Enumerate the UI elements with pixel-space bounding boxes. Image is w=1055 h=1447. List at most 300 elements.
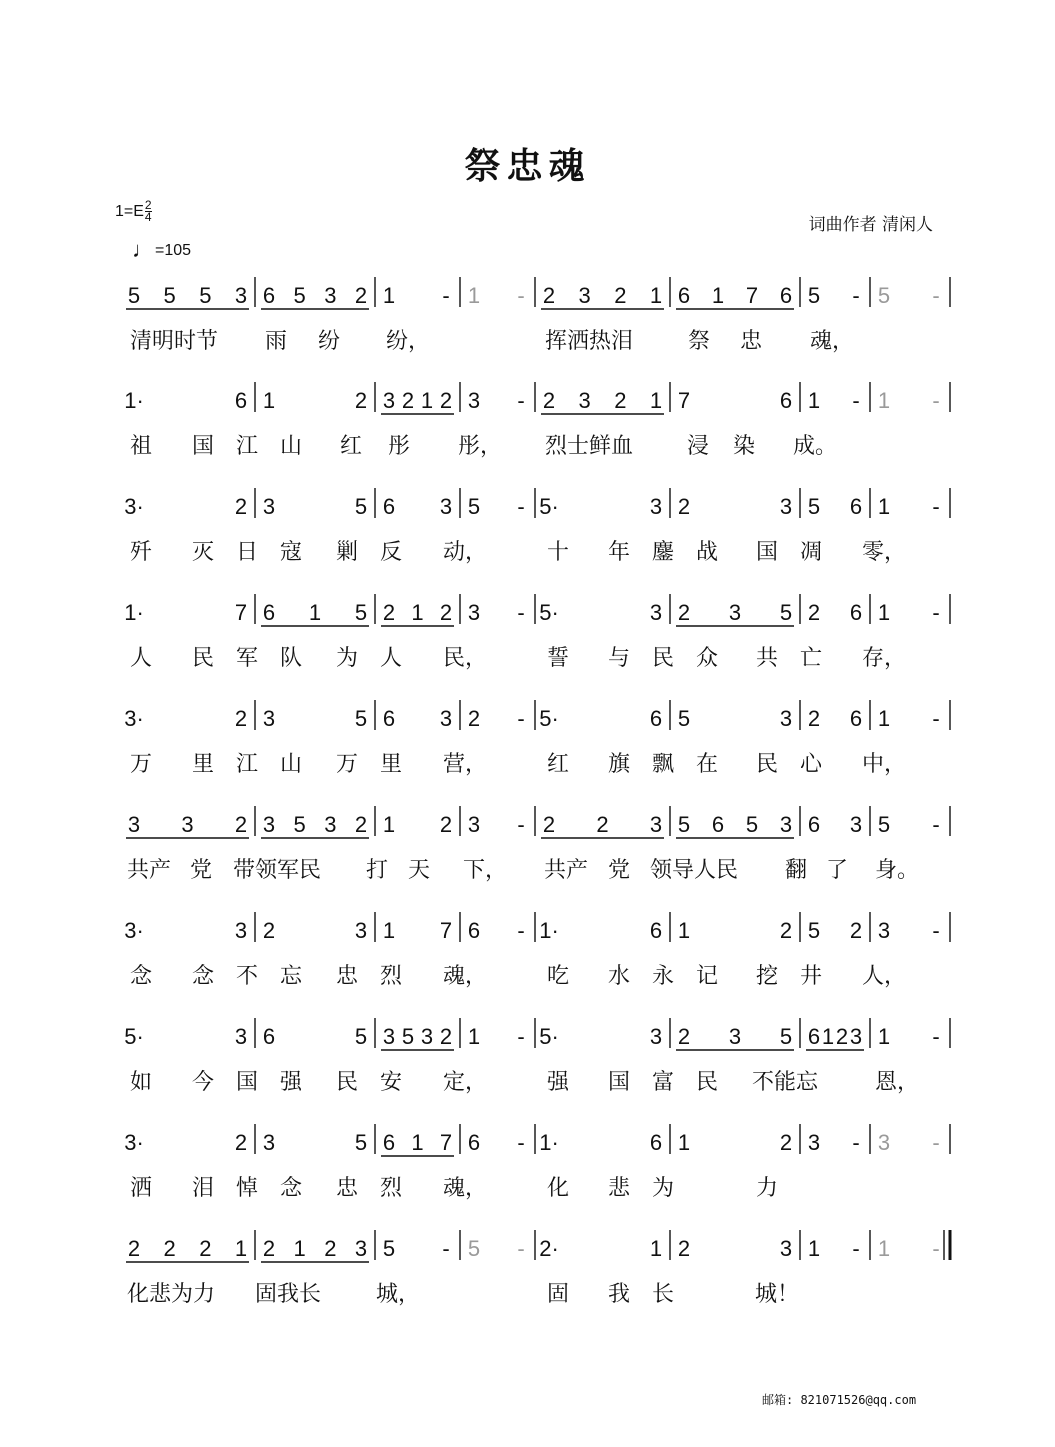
lyric: 记 (696, 964, 719, 989)
note: 2 (324, 1236, 337, 1261)
note: 5 (127, 283, 141, 308)
note: 3 (578, 388, 591, 413)
lyric: 江 (236, 752, 259, 777)
note: - (932, 812, 940, 837)
score-row (126, 1230, 950, 1307)
lyric: 忠 (740, 329, 763, 354)
score-row (126, 806, 950, 883)
lyric: 下， (463, 858, 508, 883)
note: 3 (382, 388, 396, 413)
note: 3 (234, 918, 248, 943)
note: 3 (779, 494, 793, 519)
note: - (442, 283, 450, 308)
lyric: 为 (336, 646, 359, 671)
note: 2 (262, 918, 276, 943)
lyric: 领导人民 (650, 858, 739, 883)
note: 1 (420, 388, 434, 413)
lyric: 富 (652, 1070, 675, 1095)
email-contact: 邮箱: 821071526@qq.com (762, 1393, 917, 1407)
lyric: 国 (608, 1070, 631, 1095)
lyric: 长 (652, 1282, 675, 1307)
note: 1 (877, 600, 891, 625)
note: 2 (677, 494, 691, 519)
note: 1 (262, 388, 276, 413)
lyric: 忘 (280, 964, 303, 989)
lyric: 彤 (388, 434, 411, 459)
note: - (852, 1130, 860, 1155)
lyric: 忠 (336, 1176, 359, 1201)
note: 1 (649, 388, 663, 413)
note: 5 (677, 812, 691, 837)
lyric: 亡 (800, 646, 823, 671)
lyric: 如 (130, 1070, 153, 1095)
note: - (517, 1130, 525, 1155)
note: 6 (467, 918, 481, 943)
lyric: 成。 (793, 434, 838, 459)
note: 5 (807, 918, 821, 943)
note: 3 (382, 1024, 396, 1049)
note: 3 (354, 1236, 368, 1261)
note: - (932, 1236, 940, 1261)
note: - (932, 494, 940, 519)
lyric: 念 (130, 964, 153, 989)
note: 2 (234, 494, 248, 519)
lyric: 众 (696, 646, 719, 671)
lyric: 国 (192, 434, 215, 459)
note: 1 (411, 600, 424, 625)
lyric: 反 (380, 540, 403, 565)
note: 3 (262, 812, 276, 837)
key-label: 1=E (115, 202, 144, 220)
note: - (517, 918, 525, 943)
note: 2 (401, 388, 415, 413)
lyric: 民 (336, 1070, 359, 1095)
lyric: 民， (443, 646, 488, 671)
note: 2 (354, 283, 368, 308)
score-row (124, 594, 950, 671)
note: 6 (677, 283, 691, 308)
note: - (932, 283, 940, 308)
lyric: 强 (280, 1070, 303, 1095)
note: - (932, 388, 940, 413)
lyric: 魂， (443, 1176, 488, 1201)
lyric: 今 (192, 1070, 215, 1095)
lyric: 鏖 (652, 540, 675, 565)
note: 6 (382, 494, 396, 519)
note: 2 (354, 812, 368, 837)
lyric: 战 (696, 540, 719, 565)
note: 1 (234, 1236, 248, 1261)
lyric: 烈士鲜血 (545, 434, 634, 459)
note: 5 (354, 1024, 368, 1049)
note: 5 (779, 1024, 793, 1049)
note: 2 (234, 1130, 248, 1155)
lyric: 忠 (336, 964, 359, 989)
note: 3 (849, 812, 863, 837)
lyric: 党 (608, 858, 631, 883)
note: 3 (807, 1130, 821, 1155)
note: 2 (199, 1236, 212, 1261)
note: 1 (382, 812, 396, 837)
note: 3 (649, 1024, 663, 1049)
note: 2 (127, 1236, 141, 1261)
lyric: 雨 (265, 329, 288, 354)
lyric: 十 (547, 540, 570, 565)
note: 6 (467, 1130, 481, 1155)
note: 1 (467, 283, 481, 308)
note: 2 (807, 706, 821, 731)
lyric: 烈 (380, 964, 403, 989)
note: 5 (467, 494, 481, 519)
note: 1· (539, 918, 559, 943)
note: 1 (467, 1024, 481, 1049)
lyric: 里 (192, 752, 215, 777)
tempo-value: =105 (155, 242, 192, 259)
lyric: 歼 (130, 540, 153, 565)
note: 5· (539, 600, 559, 625)
note: 1 (877, 388, 891, 413)
note: 3 (649, 494, 663, 519)
lyric: 年 (608, 540, 631, 565)
lyric: 城， (376, 1282, 421, 1307)
lyric: 共产 (544, 858, 589, 883)
lyric: 动， (443, 540, 488, 565)
note: 5 (877, 283, 891, 308)
note: 5 (677, 706, 691, 731)
note: 2· (539, 1236, 559, 1261)
lyric: 在 (696, 752, 719, 777)
lyric: 彤， (458, 434, 503, 459)
note: 3 (439, 494, 453, 519)
lyric: 红 (340, 434, 363, 459)
note: 5 (807, 283, 821, 308)
lyric: 挖 (756, 964, 779, 989)
note: 3 (234, 1024, 248, 1049)
lyric: 安 (380, 1070, 403, 1095)
lyric: 不能忘 (752, 1070, 819, 1095)
time-signature-top: 2 (144, 198, 152, 212)
author-credit: 词曲作者 清闲人 (808, 215, 933, 235)
note: 1 (649, 1236, 663, 1261)
score-row (124, 1124, 950, 1201)
score-row (124, 382, 950, 459)
lyric: 天 (408, 858, 431, 883)
lyric: 民 (756, 752, 779, 777)
lyric: 零， (862, 540, 907, 565)
note: 2 (614, 388, 627, 413)
lyric: 强 (547, 1070, 570, 1095)
lyric: 灭 (192, 540, 215, 565)
score-row (124, 700, 950, 777)
note: - (517, 706, 525, 731)
note: 2 (542, 812, 556, 837)
lyric: 了 (826, 858, 849, 883)
note: - (442, 1236, 450, 1261)
note: 5 (354, 1130, 368, 1155)
note: 2 (677, 600, 691, 625)
note: 2 (835, 1024, 849, 1049)
lyric: 队 (280, 646, 303, 671)
note: 1· (539, 1130, 559, 1155)
note: 5 (779, 600, 793, 625)
note: 5 (354, 600, 368, 625)
note: 3 (779, 1236, 793, 1261)
note: 6 (382, 706, 396, 731)
note: 3· (124, 494, 144, 519)
lyric: 飘 (652, 752, 675, 777)
note: 5· (539, 1024, 559, 1049)
lyric: 共产 (127, 858, 172, 883)
note: 6 (262, 600, 276, 625)
note: 3 (578, 283, 591, 308)
note: 1 (382, 918, 396, 943)
note: 2 (542, 283, 556, 308)
lyric: 清明时节 (130, 329, 219, 354)
note: 1 (807, 388, 821, 413)
note: 5 (163, 283, 176, 308)
lyric: 魂， (443, 964, 488, 989)
note: 5 (199, 283, 212, 308)
note: 6 (649, 918, 663, 943)
note: 6 (262, 1024, 276, 1049)
note: 2 (807, 600, 821, 625)
note: - (932, 706, 940, 731)
note: 3 (324, 812, 337, 837)
lyric: 剿 (336, 540, 359, 565)
note: - (517, 812, 525, 837)
note: 6 (849, 600, 863, 625)
lyric: 吃 (547, 964, 570, 989)
lyric: 翻 (785, 858, 808, 883)
note: 2 (542, 388, 556, 413)
note: 1 (877, 1236, 891, 1261)
note: 2 (234, 812, 248, 837)
note: 6 (779, 283, 793, 308)
note: - (517, 600, 525, 625)
song-title: 祭忠魂 (464, 146, 591, 187)
note: 5· (539, 706, 559, 731)
note: 2 (779, 1130, 793, 1155)
note: 3 (420, 1024, 434, 1049)
note: 2 (677, 1236, 691, 1261)
lyric: 染 (733, 434, 756, 459)
lyric: 寇 (280, 540, 303, 565)
lyric: 不 (236, 964, 259, 989)
lyric: 永 (652, 964, 675, 989)
note: 3 (324, 283, 337, 308)
note: 1 (382, 283, 396, 308)
lyric: 存， (862, 646, 907, 671)
note: - (517, 283, 525, 308)
note: - (517, 1236, 525, 1261)
note: 1 (877, 494, 891, 519)
note: 2 (779, 918, 793, 943)
note: 3 (728, 600, 742, 625)
note: 1 (807, 1236, 821, 1261)
note: 7 (677, 388, 691, 413)
note: 3 (849, 1024, 863, 1049)
score-row (124, 912, 950, 989)
note: - (517, 494, 525, 519)
lyric: 魂， (810, 329, 855, 354)
note: 3 (649, 812, 663, 837)
note: 5 (807, 494, 821, 519)
lyric: 化 (547, 1176, 570, 1201)
note: 6 (234, 388, 248, 413)
lyric: 凋 (800, 540, 823, 565)
lyric: 红 (547, 752, 570, 777)
note: 3 (234, 283, 248, 308)
note: 5 (382, 1236, 396, 1261)
note: 2 (234, 706, 248, 731)
lyric: 恩， (875, 1070, 920, 1095)
score-row (124, 488, 950, 565)
note: - (932, 918, 940, 943)
lyric: 固我长 (255, 1282, 322, 1307)
note: 6 (649, 1130, 663, 1155)
note: 5 (745, 812, 759, 837)
score-row (124, 1018, 950, 1095)
note: 2 (163, 1236, 176, 1261)
note: - (932, 1024, 940, 1049)
note: 6 (807, 812, 821, 837)
note: 2 (677, 1024, 691, 1049)
note: 6 (849, 494, 863, 519)
note: 1· (124, 388, 144, 413)
lyric: 万 (130, 752, 153, 777)
lyric: 浸 (687, 434, 710, 459)
note: 5 (293, 283, 306, 308)
note: - (852, 1236, 860, 1261)
lyric: 国 (236, 1070, 259, 1095)
note: 3 (127, 812, 141, 837)
note: 2 (467, 706, 481, 731)
note: 7 (439, 1130, 453, 1155)
note: 2 (596, 812, 609, 837)
note: 1 (308, 600, 322, 625)
note: 3 (649, 600, 663, 625)
note: 6 (649, 706, 663, 731)
note: 7 (234, 600, 248, 625)
note: 5 (877, 812, 891, 837)
note: 3 (877, 1130, 891, 1155)
lyric: 民 (696, 1070, 719, 1095)
lyric: 身。 (875, 858, 920, 883)
note: 3 (181, 812, 194, 837)
note: 5 (401, 1024, 415, 1049)
lyric: 山 (280, 752, 303, 777)
lyric: 井 (800, 964, 823, 989)
note: 5· (539, 494, 559, 519)
note: 1 (877, 1024, 891, 1049)
note: 1 (411, 1130, 424, 1155)
note: 3 (467, 600, 481, 625)
lyric: 人 (130, 646, 153, 671)
note: 6 (382, 1130, 396, 1155)
note: 3 (728, 1024, 742, 1049)
lyric: 打 (366, 858, 389, 883)
lyric: 祭 (688, 329, 711, 354)
note: 5 (354, 706, 368, 731)
lyric: 我 (608, 1282, 631, 1307)
note: - (517, 388, 525, 413)
lyric: 祖 (130, 434, 153, 459)
lyric: 纷， (386, 329, 431, 354)
lyric: 力 (756, 1176, 779, 1201)
lyric: 中， (862, 752, 907, 777)
note: 3 (439, 706, 453, 731)
note: 2 (439, 1024, 453, 1049)
note: 7 (439, 918, 453, 943)
lyric: 泪 (192, 1176, 215, 1201)
note: - (517, 1024, 525, 1049)
note: - (932, 600, 940, 625)
lyric: 民 (652, 646, 675, 671)
note: 3 (467, 812, 481, 837)
note: 2 (262, 1236, 276, 1261)
lyric: 固 (547, 1282, 570, 1307)
note: 2 (354, 388, 368, 413)
lyric: 人 (380, 646, 403, 671)
note: 6 (779, 388, 793, 413)
time-signature-bottom: 4 (144, 210, 152, 224)
note: 3· (124, 1130, 144, 1155)
note: 6 (807, 1024, 821, 1049)
note: 5 (293, 812, 306, 837)
note: - (852, 388, 860, 413)
note: 1 (711, 283, 725, 308)
lyric: 民 (192, 646, 215, 671)
quarter-note-icon: ♩ (132, 237, 154, 262)
lyric: 共 (756, 646, 779, 671)
note: 2 (382, 600, 396, 625)
note: 3 (262, 1130, 276, 1155)
note: 2 (439, 812, 453, 837)
note: 5· (124, 1024, 144, 1049)
note: 1 (821, 1024, 835, 1049)
lyric: 营， (443, 752, 488, 777)
note: 6 (262, 283, 276, 308)
note: 3· (124, 918, 144, 943)
lyric: 与 (608, 646, 631, 671)
lyric: 念 (280, 1176, 303, 1201)
note: 3 (877, 918, 891, 943)
lyric: 誓 (547, 646, 570, 671)
note: 3 (354, 918, 368, 943)
lyric: 挥洒热泪 (545, 329, 634, 354)
lyric: 城！ (755, 1282, 800, 1307)
lyric: 江 (236, 434, 259, 459)
note: 1· (124, 600, 144, 625)
lyric: 里 (380, 752, 403, 777)
lyric: 悼 (236, 1176, 259, 1201)
lyric: 带领军民 (233, 858, 322, 883)
note: 2 (614, 283, 627, 308)
note: 7 (745, 283, 759, 308)
note: 6 (849, 706, 863, 731)
lyric: 化悲为力 (127, 1282, 216, 1307)
note: 1 (649, 283, 663, 308)
lyric: 水 (608, 964, 631, 989)
lyric: 悲 (608, 1176, 631, 1201)
note: - (852, 283, 860, 308)
note: 2 (439, 600, 453, 625)
lyric: 山 (280, 434, 303, 459)
lyric: 洒 (130, 1176, 153, 1201)
score-row (126, 277, 950, 354)
note: 2 (439, 388, 453, 413)
lyric: 纷 (318, 329, 341, 354)
